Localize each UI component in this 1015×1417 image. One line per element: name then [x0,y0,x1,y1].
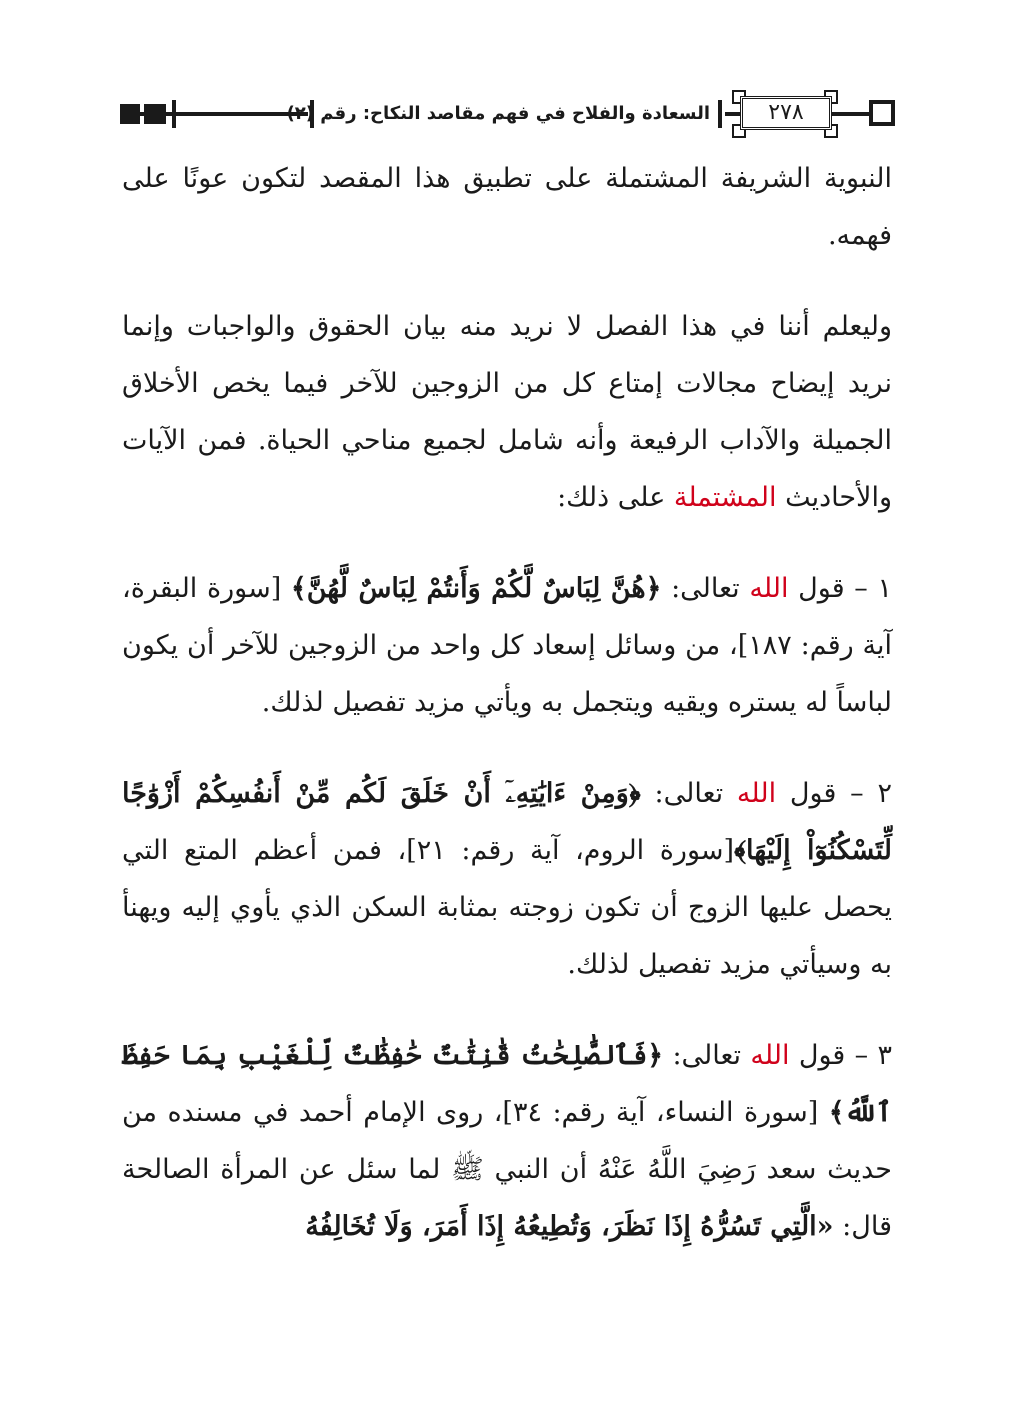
paragraph-text [122,560,892,731]
page-number: ٢٧٨ [740,96,832,130]
item-intro: تعالى: [661,573,750,604]
paragraph [122,298,892,526]
item-commentary: [سورة البقرة، آية رقم: ١٨٧]، من وسائل إسعاد كل واحد من الزوجين للآخر أن يكون لباساً له يستره ويقيه ويتجمل به ويأتي مزيد تفصيل لذلك. [122,573,893,718]
divine-name: الله [750,1040,790,1071]
highlighted-word: المشتملة [673,482,777,513]
item-commentary: [سورة الروم، آية رقم: ٢١]، فمن أعظم المتع التي يحصل عليها الزوج أن تكون زوجته بمثابة السكن الذي يأوي إليه ويهنأ به وسيأتي مزيد تفصيل لذلك. [122,835,892,980]
item-prefix: ٢ – قول [776,778,892,809]
paragraph-text [122,298,892,526]
item-prefix: ٣ – قول [789,1040,892,1071]
item-intro: تعالى: [663,1040,751,1071]
divine-name: الله [749,573,789,604]
paragraph-text-end: على ذلك: [557,482,674,513]
item-prefix: ١ – قول [788,573,892,604]
quran-verse: ﴿وَمِنْ ءَايَٰتِهِۦٓ أَنْ خَلَقَ لَكُم مِّنْ أَنفُسِكُمْ أَزْوَٰجًا لِّتَسْكُنُوٓاْ إِلَيْهَا﴾ [122,778,892,866]
page-body [122,150,892,1289]
book-title: السعادة والفلاح في فهم مقاصد النكاح: رقم (٢) [286,103,710,124]
list-item-verse-3 [122,1027,892,1255]
paragraph-text [122,1027,892,1255]
list-item-verse-1 [122,560,892,731]
paragraph-text: النبوية الشريفة المشتملة على تطبيق هذا المقصد لتكون عونًا على فهمه. [122,163,892,251]
header-rule [128,112,308,116]
item-intro: تعالى: [640,778,737,809]
list-item-verse-2 [122,765,892,993]
quran-verse: ﴿فَٱلصَّٰلِحَٰتُ قَٰنِتَٰتٌ حَٰفِظَٰتٌ لِّلْغَيْبِ بِمَا حَفِظَ ٱللَّهُ﴾ [122,1040,892,1128]
divine-name: الله [736,778,777,809]
quran-verse: ﴿هُنَّ لِبَاسٌ لَّكُمْ وَأَنتُمْ لِبَاسٌ لَّهُنَّ﴾ [290,573,662,604]
header-end-box [869,100,895,126]
paragraph-text [122,765,892,993]
paragraph [122,150,892,264]
paragraph-text-start: وليعلم أننا في هذا الفصل لا نريد منه بيان الحقوق والواجبات وإنما نريد إيضاح مجالات إمتاع كل من الزوجين للآخر فيما يخص الأخلاق الجميلة والآداب الرفيعة وأنه شامل لجميع مناحي الحياة. فمن الآيات والأحاديث [122,311,892,513]
header-ornament-bar [718,100,722,128]
running-header [120,92,895,136]
item-commentary: [سورة النساء، آية رقم: ٣٤]، روى الإمام أحمد في مسنده من حديث سعد رَضِيَ اللَّهُ عَنْهُ أن النبي ﷺ لما سئل عن المرأة الصالحة قال: [122,1097,892,1242]
hadith-quote: «الَّتِي تَسُرُّهُ إِذَا نَظَرَ، وَتُطِيعُهُ إِذَا أَمَرَ، وَلَا تُخَالِفُهُ [305,1211,834,1242]
